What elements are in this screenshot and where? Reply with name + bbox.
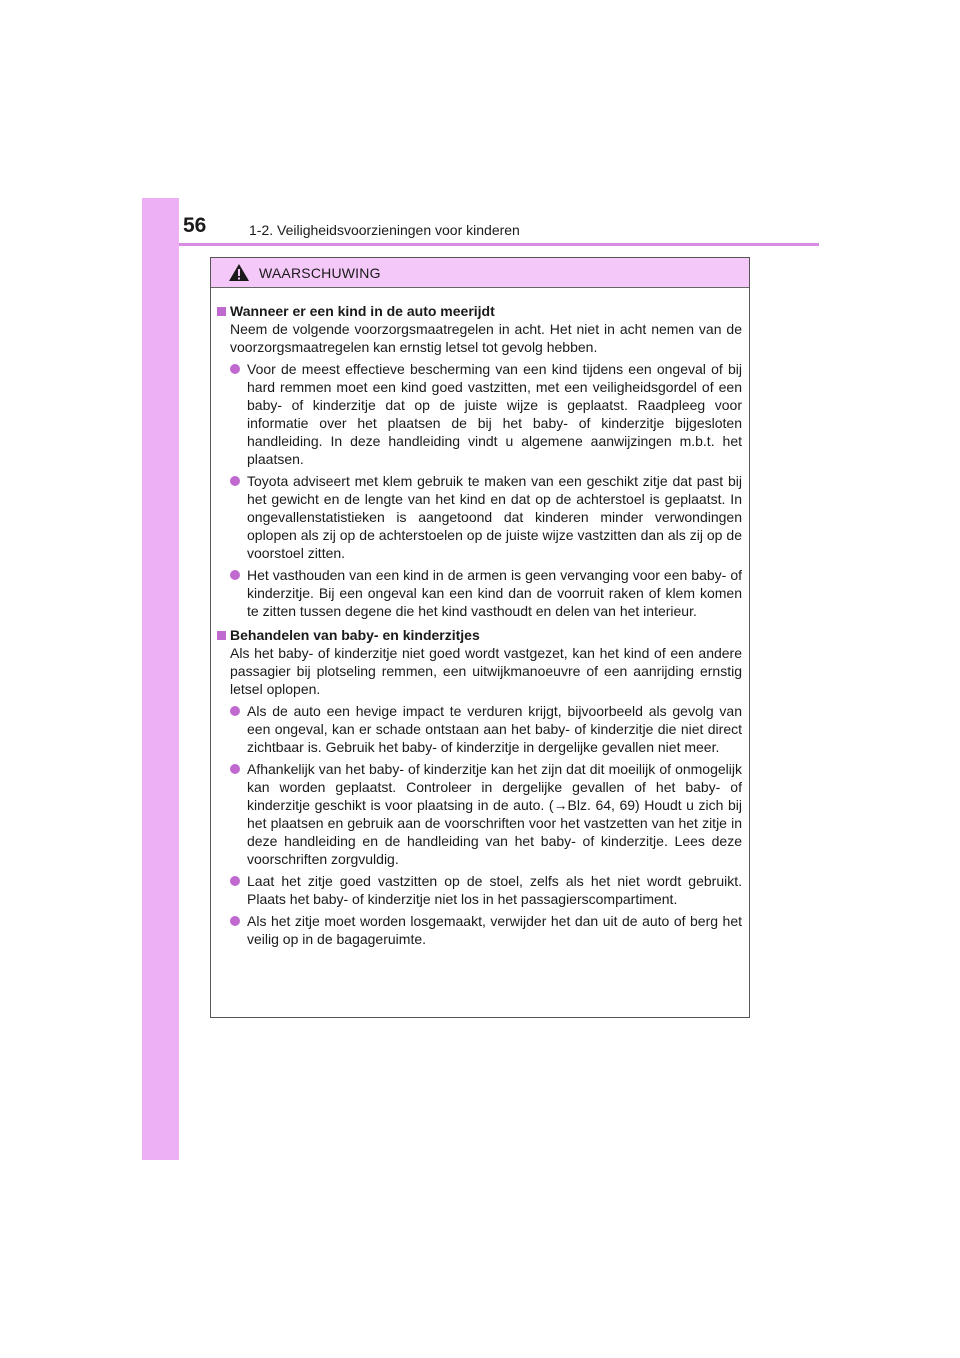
square-bullet-icon [217, 307, 226, 316]
circle-bullet-icon [230, 764, 240, 774]
list-item: Als de auto een hevige impact te verduren krijgt, bijvoorbeeld als gevolg van een ongeval, kan er schade ontstaan aan het baby- of kinderzitje die niet direct zichtbaar is. Gebruik het baby- of kinderzitje in dergelijke gevallen niet meer. [217, 702, 742, 756]
circle-bullet-icon [230, 570, 240, 580]
section-intro: Neem de volgende voorzorgsmaatregelen in acht. Het niet in acht nemen van de voorzorgsmaatregelen kan ernstig letsel tot gevolg hebben. [230, 321, 742, 355]
circle-bullet-icon [230, 916, 240, 926]
warning-title: WAARSCHUWING [259, 264, 381, 281]
section-heading: Behandelen van baby- en kinderzitjes [217, 626, 742, 644]
circle-bullet-icon [230, 364, 240, 374]
page-number: 56 [183, 214, 207, 237]
square-bullet-icon [217, 631, 226, 640]
header-rule [179, 243, 819, 246]
warning-box [210, 257, 750, 1018]
chapter-side-band [142, 198, 179, 1160]
list-item: Afhankelijk van het baby- of kinderzitje kan het zijn dat dit moeilijk of onmogelijk kan worden geplaatst. Controleer in dergelijke gevallen of het baby- of kinderzitje geschikt is voor plaatsing in de auto. (→Blz. 64, 69) Houdt u zich bij het plaatsen en gebruik aan de voorschriften voor het vastzetten van het zitje in deze handleiding en de handleiding van het baby- of kinderzitje. Lees deze voorschriften zorgvuldig. [217, 760, 742, 868]
list-item: Als het zitje moet worden losgemaakt, verwijder het dan uit de auto of berg het veilig op in de bagageruimte. [217, 912, 742, 948]
list-item: Toyota adviseert met klem gebruik te maken van een geschikt zitje dat past bij het gewicht en de lengte van het kind en dat op de achterstoel is geplaatst. In ongevallenstatistieken is aangetoond dat kinderen minder verwondingen oplopen als zij op de achterstoelen op de juiste wijze vastzitten dan als zij op de voorstoel zitten. [217, 472, 742, 562]
warning-triangle-icon [228, 263, 252, 283]
circle-bullet-icon [230, 876, 240, 886]
warning-header [211, 258, 749, 288]
circle-bullet-icon [230, 476, 240, 486]
section-heading: Wanneer er een kind in de auto meerijdt [217, 302, 742, 320]
running-head: 1-2. Veiligheidsvoorzieningen voor kinderen [249, 222, 520, 238]
list-item: Het vasthouden van een kind in de armen is geen vervanging voor een baby- of kinderzitje. Bij een ongeval kan een kind dan de voorruit raken of klem komen te zitten tussen degene die het kind vasthoudt en delen van het interieur. [217, 566, 742, 620]
warning-body [211, 288, 749, 948]
circle-bullet-icon [230, 706, 240, 716]
section-intro: Als het baby- of kinderzitje niet goed wordt vastgezet, kan het kind of een andere passagier bij plotseling remmen, een uitwijkmanoeuvre of een aanrijding ernstig letsel oplopen. [230, 645, 742, 697]
list-item: Voor de meest effectieve bescherming van een kind tijdens een ongeval of bij hard remmen moet een kind goed vastzitten, met een veiligheidsgordel of een baby- of kinderzitje dat op de juiste wijze is geplaatst. Raadpleeg voor informatie over het plaatsen de bij het baby- of kinderzitje bijgesloten handleiding. In deze handleiding vindt u algemene aanwijzingen m.b.t. het plaatsen. [217, 360, 742, 468]
list-item: Laat het zitje goed vastzitten op de stoel, zelfs als het niet wordt gebruikt. Plaats het baby- of kinderzitje niet los in het passagierscompartiment. [217, 872, 742, 908]
